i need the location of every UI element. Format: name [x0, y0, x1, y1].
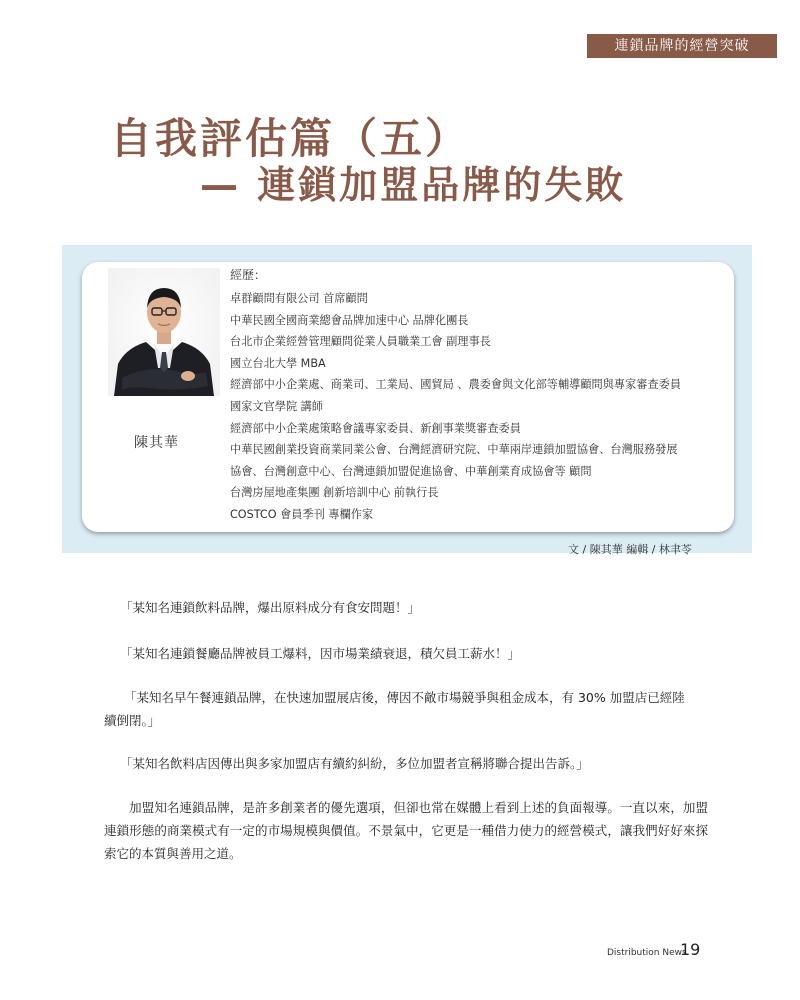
quote-3-line-2: 續倒閉。」: [104, 713, 161, 728]
byline-credit: 文 / 陳其華 編輯 / 林聿苓: [568, 543, 692, 556]
page-number: 19: [680, 940, 701, 959]
quote-4: 「某知名飲料店因傳出與多家加盟店有續約糾紛，多位加盟者宣稱將聯合提出告訴。」: [120, 756, 589, 771]
quote-2: 「某知名連鎖餐廳品牌被員工爆料，因市場業績衰退，積欠員工薪水！」: [120, 646, 521, 661]
experience-item: 卓群顧問有限公司 首席顧問: [230, 292, 368, 305]
experience-item: 台北市企業經營管理顧問從業人員職業工會 副理事長: [230, 335, 491, 349]
article-subtitle: — 連鎖加盟品牌的失敗: [200, 163, 627, 207]
experience-label: 經歷：: [230, 268, 267, 282]
experience-item: 國家文官學院 講師: [230, 399, 324, 413]
experience-item: 國立台北大學 MBA: [230, 356, 326, 370]
article-title: 自我評估篇（五）: [110, 114, 471, 163]
experience-item: 中華民國全國商業總會品牌加速中心 品牌化團長: [230, 313, 469, 327]
experience-list: [230, 288, 730, 526]
quote-3: [104, 686, 704, 732]
author-name: 陳其華: [134, 435, 179, 451]
experience-item: 台灣房屋地產集團 創新培訓中心 前執行長: [230, 486, 439, 500]
experience-item: COSTCO 會員季刊 專欄作家: [230, 507, 374, 521]
quote-3-line-1: 「某知名早午餐連鎖品牌，在快速加盟展店後，傳因不敵市場競爭與租金成本，有 30% 加盟店已經陸: [124, 690, 685, 705]
quote-1: 「某知名連鎖飲料品牌，爆出原料成分有食安問題！」: [120, 600, 421, 615]
publication-name: Distribution News: [607, 948, 687, 958]
author-photo: [108, 268, 220, 396]
experience-item: 協會、台灣創意中心、台灣連鎖加盟促進協會、中華創業育成協會等 顧問: [230, 464, 592, 478]
experience-item: 經濟部中小企業處、商業司、工業局、國貿局 、農委會與文化部等輔導顧問與專家審查委員: [230, 378, 682, 392]
experience-item: 經濟部中小企業處策略會議專家委員、新創事業獎審查委員: [230, 421, 521, 435]
intro-paragraph: 加盟知名連鎖品牌，是許多創業者的優先選項，但卻也常在媒體上看到上述的負面報導。一直以來，加盟連鎖形態的商業模式有一定的市場規模與價值。不景氣中，它更是一種借力使力的經營模式，讓我們好好來探索它的本質與善用之道。: [104, 800, 708, 861]
section-tag: 連鎖品牌的經營突破: [587, 34, 777, 58]
experience-item: 中華民國創業投資商業同業公會、台灣經濟研究院、中華兩岸連鎖加盟協會、台灣服務發展: [230, 443, 678, 457]
